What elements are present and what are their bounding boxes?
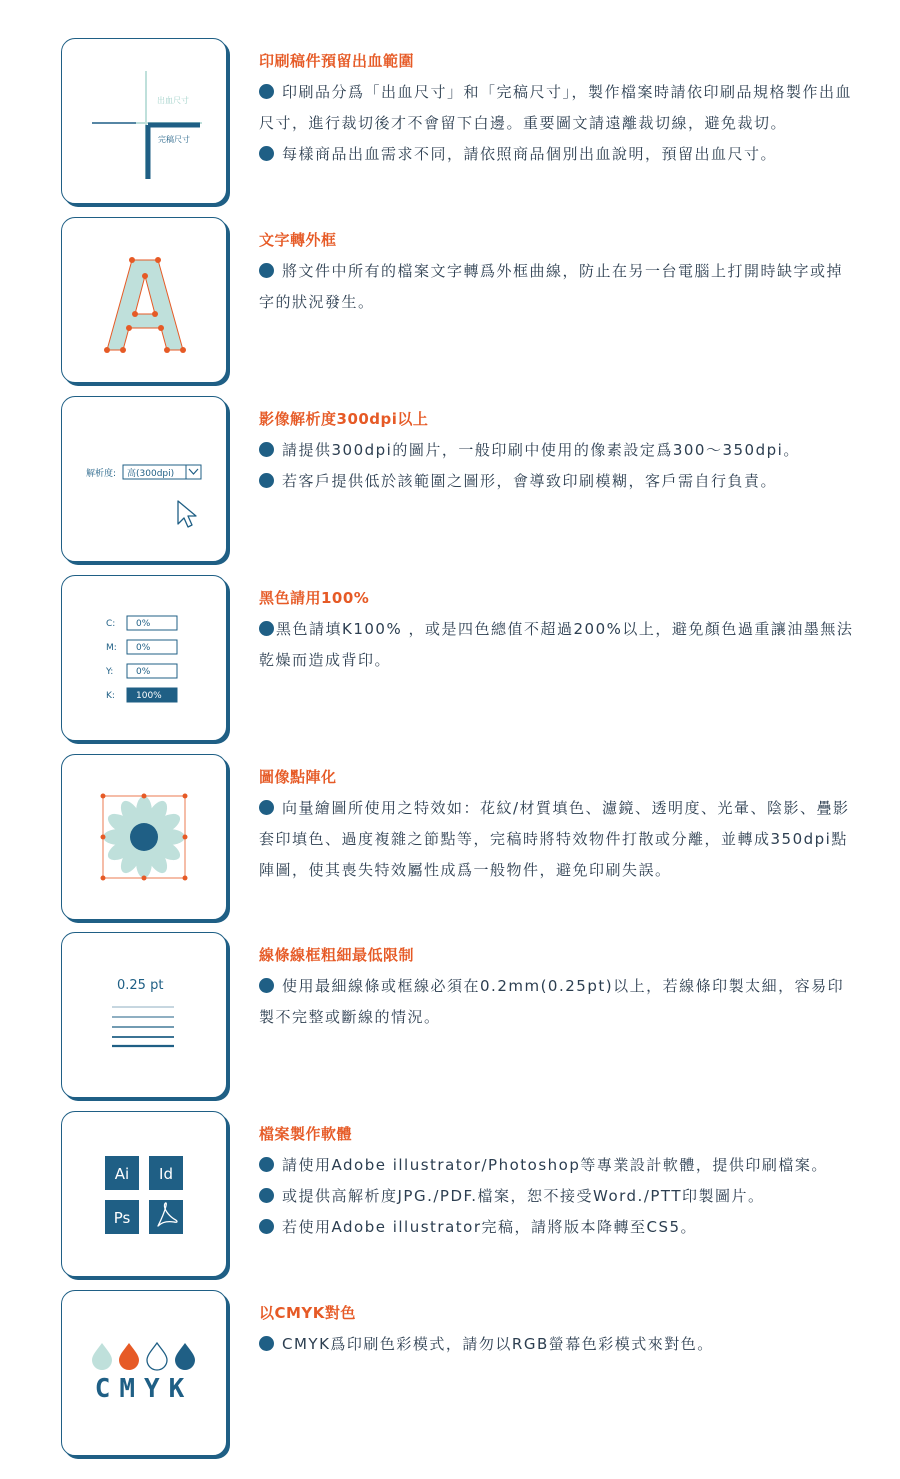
bullet-item [259, 139, 859, 170]
bullet-dot-icon [259, 1336, 274, 1351]
line-weight-icon [61, 932, 227, 1098]
cmyk-label: CMYK [94, 1374, 194, 1404]
bullet-dot-icon [259, 1219, 274, 1234]
section-title: 影像解析度300dpi以上 [259, 410, 429, 428]
cmyk-label-c: C: [106, 619, 116, 629]
bullet-dot-icon [259, 800, 274, 815]
section-bleed [0, 38, 900, 206]
section-rich-black [0, 575, 900, 743]
bullet-text: 若使用Adobe illustrator完稿，請將版本降轉至CS5。 [282, 1218, 698, 1236]
bullet-item [259, 1181, 859, 1212]
bullet-dot-icon [259, 146, 274, 161]
bullet-item [259, 256, 859, 318]
section-title: 文字轉外框 [259, 231, 337, 249]
section-title: 印刷稿件預留出血範圍 [259, 52, 415, 70]
bullet-dot-icon [259, 263, 274, 278]
cmyk-value-k: 100% [136, 691, 162, 701]
resolution-value: 高(300dpi) [127, 469, 175, 479]
section-title: 檔案製作軟體 [259, 1125, 353, 1143]
indesign-tile-label: Id [159, 1165, 173, 1183]
section-resolution [0, 396, 900, 564]
cmyk-label-y: Y: [106, 667, 114, 677]
bullet-item [259, 77, 859, 139]
bullet-dot-icon [259, 978, 274, 993]
cmyk-values-icon [61, 575, 227, 741]
cmyk-drops-icon [61, 1290, 227, 1456]
cmyk-label-m: M: [106, 643, 117, 653]
section-title: 以CMYK對色 [259, 1304, 356, 1322]
bullet-item [259, 971, 859, 1033]
section-line-weight [0, 932, 900, 1100]
bullet-dot-icon [259, 84, 274, 99]
bullet-text: 印刷品分爲「出血尺寸」和「完稿尺寸」，製作檔案時請依印刷品規格製作出血尺寸，進行裁切後才不會留下白邊。重要圖文請遠離裁切線，避免裁切。 [259, 83, 853, 132]
bleed-size-label: 出血尺寸 [157, 96, 189, 105]
trim-size-label: 完稿尺寸 [158, 135, 190, 144]
section-rasterize [0, 754, 900, 922]
section-software [0, 1111, 900, 1279]
bullet-dot-icon [259, 473, 274, 488]
cmyk-value-c: 0% [136, 619, 151, 629]
bullet-item [259, 1150, 859, 1181]
section-title: 圖像點陣化 [259, 768, 337, 786]
bullet-text: 黑色請填K100% ，或是四色總值不超過200%以上，避免顏色過重讓油墨無法乾燥而造成背印。 [259, 620, 854, 669]
bullet-item [259, 466, 859, 497]
bullet-dot-icon [259, 1157, 274, 1172]
resolution-label: 解析度: [86, 469, 117, 479]
section-outline-text [0, 217, 900, 385]
bullet-text: 向量繪圖所使用之特效如：花紋/材質填色、濾鏡、透明度、光暈、陰影、疊影套印填色、過度複雜之節點等，完稿時將特效物件打散或分離，並轉成350dpi點陣圖，使其喪失特效屬性成爲一般物件，避免印刷失誤。 [259, 799, 850, 879]
bullet-item [259, 793, 859, 886]
bullet-text: 使用最細線條或框線必須在0.2mm(0.25pt)以上，若線條印製太細，容易印製不完整或斷線的情況。 [259, 977, 845, 1026]
bullet-dot-icon [259, 621, 274, 636]
bullet-text: 請使用Adobe illustrator/Photoshop等專業設計軟體，提供印刷檔案。 [282, 1156, 828, 1174]
bullet-dot-icon [259, 442, 274, 457]
bleed-guide-icon [61, 38, 227, 204]
bullet-text: 將文件中所有的檔案文字轉爲外框曲線，防止在另一台電腦上打開時缺字或掉字的狀況發生。 [259, 262, 844, 311]
software-apps-icon [61, 1111, 227, 1277]
photoshop-tile-label: Ps [113, 1209, 131, 1227]
bullet-item [259, 1329, 859, 1360]
bullet-item [259, 1212, 859, 1243]
bullet-item [259, 614, 859, 676]
bullet-item [259, 435, 859, 466]
bullet-text: 每樣商品出血需求不同，請依照商品個別出血說明，預留出血尺寸。 [282, 145, 778, 163]
cmyk-label-k: K: [106, 691, 115, 701]
cmyk-value-y: 0% [136, 667, 151, 677]
section-title: 黑色請用100% [259, 589, 370, 607]
illustrator-tile-label: Ai [114, 1165, 130, 1183]
section-title: 線條線框粗細最低限制 [259, 946, 415, 964]
bullet-dot-icon [259, 1188, 274, 1203]
line-weight-label: 0.25 pt [117, 978, 164, 993]
bullet-text: 請提供300dpi的圖片，一般印刷中使用的像素設定爲300～350dpi。 [282, 441, 800, 459]
resolution-dropdown-icon [61, 396, 227, 562]
cmyk-value-m: 0% [136, 643, 151, 653]
bullet-text: 或提供高解析度JPG./PDF.檔案，恕不接受Word./PTT印製圖片。 [282, 1187, 765, 1205]
bullet-text: 若客戶提供低於該範圍之圖形，會導致印刷模糊，客戶需自行負責。 [282, 472, 778, 490]
rasterize-flower-icon [61, 754, 227, 920]
bullet-text: CMYK爲印刷色彩模式，請勿以RGB螢幕色彩模式來對色。 [282, 1335, 714, 1353]
outline-letter-icon [61, 217, 227, 383]
section-cmyk [0, 1290, 900, 1458]
